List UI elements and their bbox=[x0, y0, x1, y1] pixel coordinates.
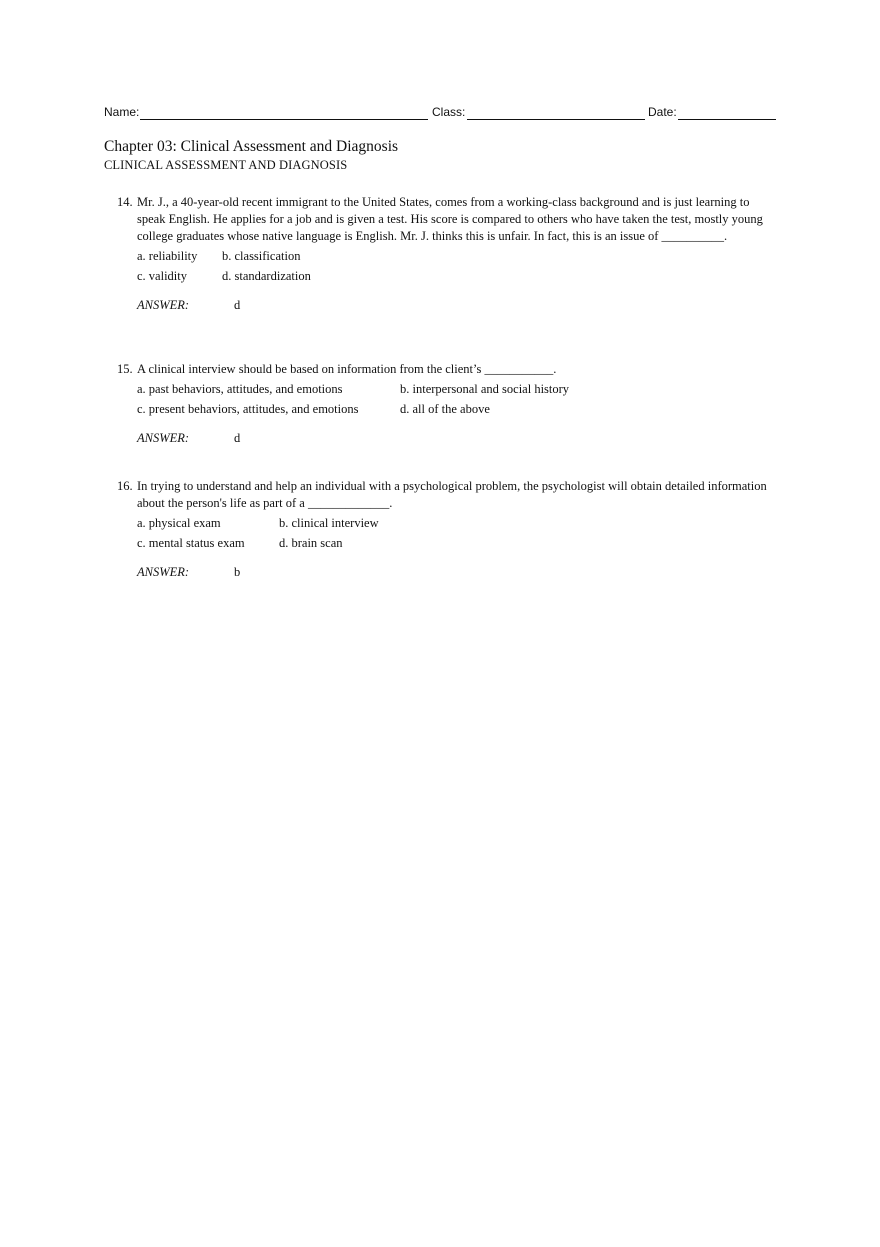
option-d[interactable]: d. standardization bbox=[222, 269, 311, 283]
answer-row bbox=[137, 430, 772, 447]
date-field-line[interactable] bbox=[678, 119, 776, 120]
question-number: 14. bbox=[117, 195, 133, 209]
question-stem bbox=[117, 478, 772, 512]
question-15 bbox=[117, 361, 772, 447]
option-a[interactable]: a. past behaviors, attitudes, and emotions bbox=[137, 382, 343, 396]
question-text: A clinical interview should be based on information from the client’s ___________. bbox=[137, 362, 557, 376]
chapter-title: Chapter 03: Clinical Assessment and Diagnosis bbox=[104, 138, 399, 155]
option-d[interactable]: d. brain scan bbox=[279, 536, 343, 550]
answer-label: ANSWER: bbox=[137, 431, 190, 445]
option-d[interactable]: d. all of the above bbox=[400, 402, 490, 416]
question-14 bbox=[117, 194, 772, 314]
option-b[interactable]: b. classification bbox=[222, 249, 301, 263]
option-c[interactable]: c. validity bbox=[137, 269, 187, 283]
question-stem bbox=[117, 361, 772, 378]
question-stem bbox=[117, 194, 772, 245]
options bbox=[137, 381, 772, 418]
answer-value: d bbox=[234, 298, 241, 312]
question-16 bbox=[117, 478, 772, 581]
option-b[interactable]: b. interpersonal and social history bbox=[400, 382, 570, 396]
answer-label: ANSWER: bbox=[137, 298, 190, 312]
answer-value: d bbox=[234, 431, 241, 445]
answer-row bbox=[137, 297, 772, 314]
class-label: Class: bbox=[432, 105, 466, 119]
answer-row bbox=[137, 564, 772, 581]
option-c[interactable]: c. present behaviors, attitudes, and emotions bbox=[137, 402, 359, 416]
name-label: Name: bbox=[104, 105, 140, 119]
chapter-subtitle: CLINICAL ASSESSMENT AND DIAGNOSIS bbox=[104, 158, 348, 172]
option-b[interactable]: b. clinical interview bbox=[279, 516, 379, 530]
answer-label: ANSWER: bbox=[137, 565, 190, 579]
question-number: 15. bbox=[117, 362, 133, 376]
name-field-line[interactable] bbox=[140, 119, 428, 120]
question-number: 16. bbox=[117, 479, 133, 493]
question-text: Mr. J., a 40-year-old recent immigrant to the United States, comes from a working-class background and is just learning to speak English. He applies for a job and is given a test. His score is compared to others who have taken the test, mostly young college graduates whose native language is English. Mr. J. thinks this is unfair. In fact, this is an issue of __________. bbox=[137, 195, 763, 243]
option-c[interactable]: c. mental status exam bbox=[137, 536, 245, 550]
options bbox=[137, 515, 772, 552]
question-text: In trying to understand and help an individual with a psychological problem, the psychologist will obtain detailed information about the person's life as part of a _____________. bbox=[137, 479, 767, 510]
header-row bbox=[104, 104, 776, 122]
date-label: Date: bbox=[648, 105, 677, 119]
options bbox=[137, 248, 772, 285]
answer-value: b bbox=[234, 565, 241, 579]
option-a[interactable]: a. reliability bbox=[137, 249, 198, 263]
class-field-line[interactable] bbox=[467, 119, 645, 120]
option-a[interactable]: a. physical exam bbox=[137, 516, 221, 530]
